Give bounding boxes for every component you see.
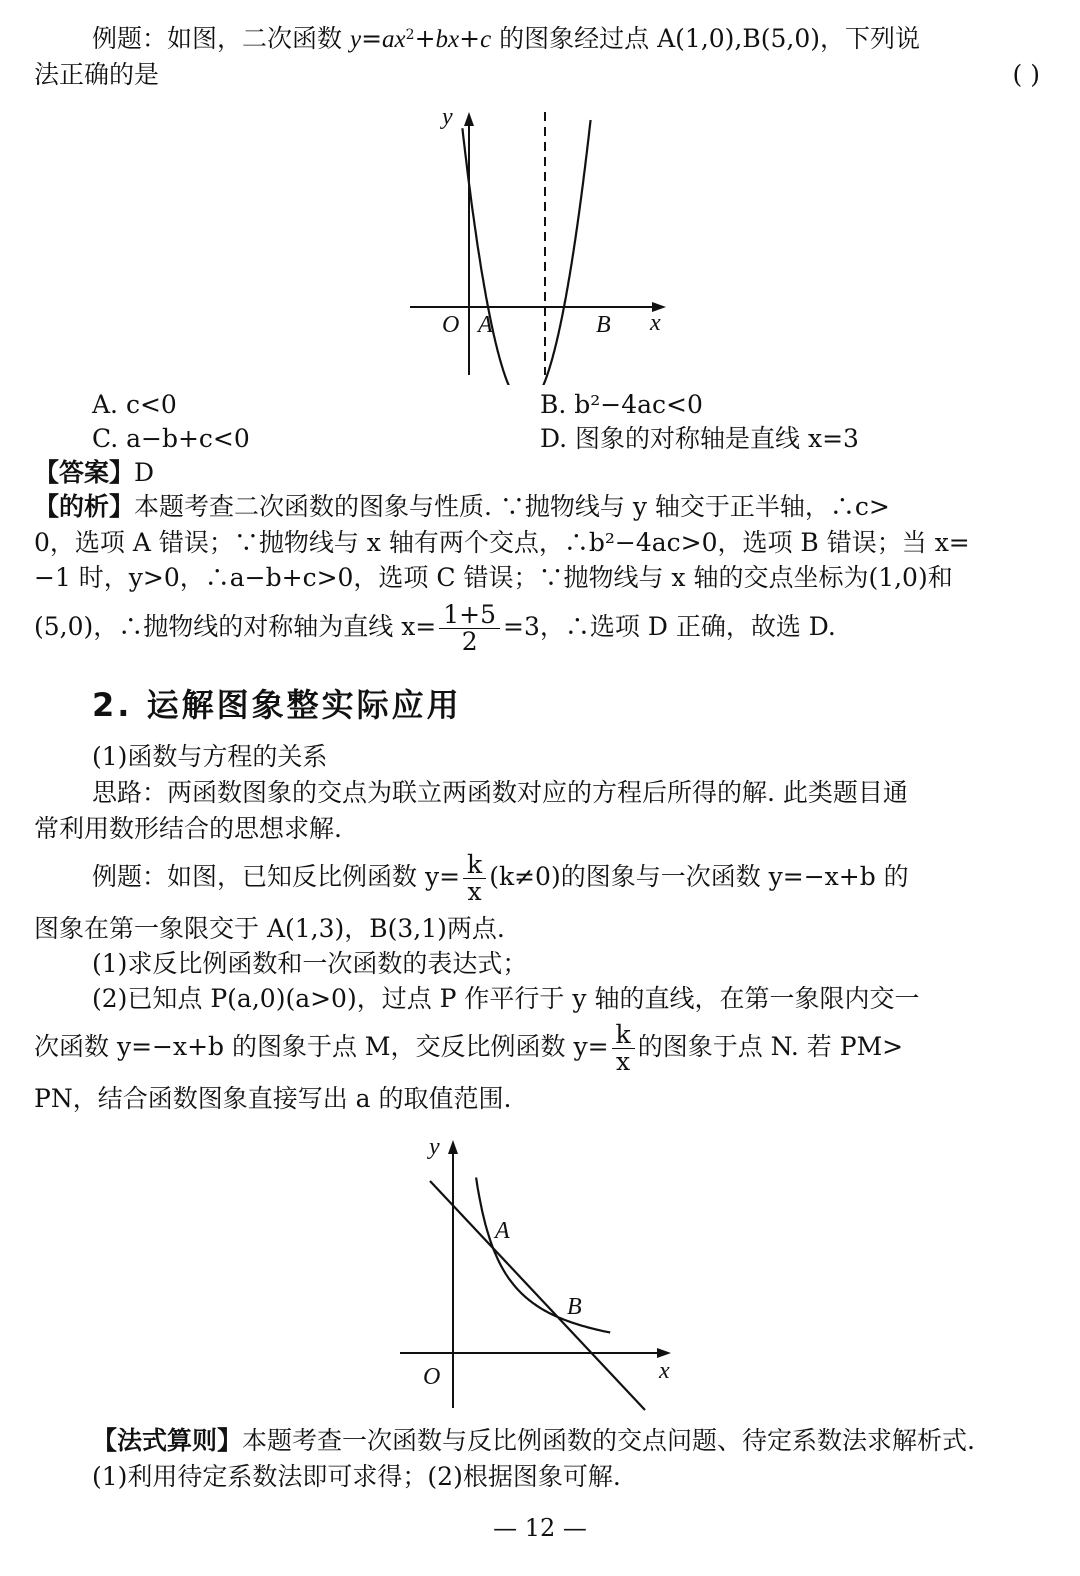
point-b-label: B	[567, 1294, 582, 1320]
parabola-curve	[462, 120, 590, 385]
method-tag: 【法式算则】	[92, 1426, 243, 1455]
ex2-line2: 图象在第一象限交于 A(1,3)，B(3,1)两点.	[34, 914, 505, 943]
option-c: C. a−b+c<0	[92, 424, 250, 453]
idea-line2: 常利用数形结合的思想求解.	[34, 814, 342, 843]
analysis-tag: 【的析】	[34, 492, 135, 521]
ex2-q2-line1: (2)已知点 P(a,0)(a>0)，过点 P 作平行于 y 轴的直线，在第一象限内交一	[92, 984, 920, 1013]
y-axis-arrow	[448, 1140, 458, 1154]
linear-function-line	[430, 1181, 645, 1410]
point-b-label: B	[596, 312, 611, 338]
analysis-4b: =3，∴选项 D 正确，故选 D.	[503, 612, 836, 641]
stem-points: A(1,0),B(5,0)，下列说	[657, 24, 921, 53]
option-a: A. c<0	[92, 390, 177, 419]
frac-den: 2	[461, 627, 478, 656]
ex2-q2-2a: 次函数 y=−x+b 的图象于点 M，交反比例函数 y=	[34, 1032, 609, 1061]
section-heading: 2. 运解图象整实际应用	[92, 686, 462, 724]
answer-blank: ( )	[1012, 60, 1040, 89]
parabola-figure	[400, 100, 680, 385]
stem-text-2: 的图象经过点	[499, 24, 650, 53]
stem-line2-text: 法正确的是	[34, 60, 160, 89]
ex2-line1	[92, 848, 1046, 906]
fraction-1-plus-5-over-2	[439, 602, 500, 655]
frac-num: 1+5	[439, 602, 500, 629]
analysis-line1	[34, 490, 1046, 524]
point-a-label: A	[495, 1218, 510, 1244]
hyperbola-line-figure	[395, 1128, 685, 1418]
ex2-l1b: (k≠0)的图象与一次函数 y=−x+b 的	[489, 862, 909, 891]
frac-num: k	[463, 852, 486, 879]
answer-value: D	[134, 458, 155, 487]
analysis-text-1: 本题考查二次函数的图象与性质. ∵抛物线与 y 轴交于正半轴，∴c>	[134, 492, 890, 521]
frac-den: x	[616, 1047, 631, 1076]
method-line2: (1)利用待定系数法即可求得；(2)根据图象可解.	[92, 1462, 621, 1491]
answer-line	[34, 456, 1046, 490]
ex2-q2-2b: 的图象于点 N. 若 PM>	[637, 1032, 904, 1061]
answer-tag: 【答案】	[34, 458, 135, 487]
frac-num: k	[612, 1022, 635, 1049]
sub-heading: (1)函数与方程的关系	[92, 742, 328, 771]
option-d: D. 图象的对称轴是直线 x=3	[540, 424, 859, 453]
x-label: x	[650, 310, 661, 336]
fraction-k-over-x	[463, 852, 486, 905]
fraction-k-over-x-2	[612, 1022, 635, 1075]
method-text-1: 本题考查一次函数与反比例函数的交点问题、待定系数法求解析式.	[242, 1426, 975, 1455]
option-b: B. b²−4ac<0	[540, 390, 703, 419]
idea-line1: 思路：两函数图象的交点为联立两函数对应的方程后所得的解. 此类题目通	[92, 778, 908, 807]
analysis-line2: 0，选项 A 错误；∵抛物线与 x 轴有两个交点，∴b²−4ac>0，选项 B 错误；当 x=	[34, 528, 970, 557]
point-a-label: A	[478, 312, 493, 338]
y-axis-arrow	[464, 112, 474, 126]
inverse-function-curve	[476, 1178, 610, 1333]
ex1-stem-line1: 例题：如图，二次函数 $y=ax^2+bx+c$ 的图象经过点 A(1,0),B(5,0)，下列说	[92, 24, 921, 53]
stem-text: 例题：如图，二次函数	[92, 24, 343, 53]
x-label: x	[659, 1358, 670, 1384]
analysis-4a: (5,0)，∴抛物线的对称轴为直线 x=	[34, 612, 437, 641]
analysis-line3: −1 时，y>0，∴a−b+c>0，选项 C 错误；∵抛物线与 x 轴的交点坐标为(1,0)和	[34, 563, 953, 592]
ex2-q2-line2	[34, 1018, 1046, 1076]
y-label: y	[429, 1134, 440, 1160]
ex2-q1: (1)求反比例函数和一次函数的表达式；	[92, 949, 528, 978]
ex2-q2-line3: PN，结合函数图象直接写出 a 的取值范围.	[34, 1084, 512, 1113]
origin-label: O	[442, 312, 460, 338]
method-line1	[92, 1424, 1046, 1458]
frac-den: x	[467, 877, 482, 906]
ex1-stem-line2	[34, 58, 1046, 92]
x-axis-arrow	[657, 1348, 671, 1358]
page-number: — 12 —	[493, 1514, 587, 1542]
y-label: y	[442, 104, 453, 130]
analysis-line4	[34, 600, 1046, 655]
ex2-l1a: 例题：如图，已知反比例函数 y=	[92, 862, 461, 891]
origin-label: O	[423, 1364, 441, 1390]
